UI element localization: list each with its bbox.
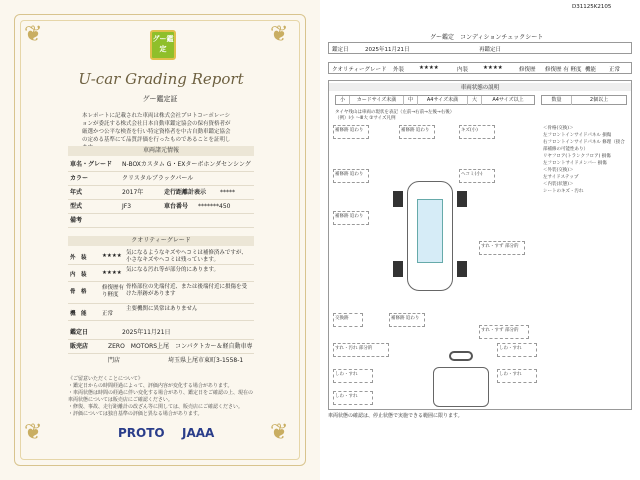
legend-note: タイヤ残山は車両の現状を表記（左前→右前→左後→右後） <box>335 110 455 115</box>
report-title: U-car Grading Report <box>78 70 244 88</box>
callout-1: 補修跡 追わり <box>333 125 369 139</box>
basic-info-header: 車両諸元情報 <box>68 146 254 156</box>
condition-check-sheet <box>320 0 640 480</box>
corner-ornament-top-left: ❦ <box>24 22 43 47</box>
quality-exterior: 外 装 ★★★★ 気になるようなキズやヘコミは補修済みですが、小さなキズやヘコミは残っています。 <box>68 248 254 265</box>
quality-grade-header: クオリティーグレード <box>68 236 254 246</box>
count-legend: 数量 2個以上 <box>541 95 627 105</box>
car-cabin <box>417 199 443 263</box>
row-remarks: 備考 <box>68 214 254 228</box>
state-title: 車両状態の説明 <box>329 83 631 91</box>
row-address: 埼玉県上尾市東町3-1558-1 <box>168 357 244 364</box>
callout-3: キズ(小) <box>459 125 495 139</box>
callout-7: すれ・すず 部分的 <box>479 241 525 255</box>
corner-ornament-bottom-right: ❦ <box>270 420 289 445</box>
row-model: 型式 JF3 車台番号 *******450 <box>68 200 254 214</box>
row-store: 販売店 ZERO MOTORS上尾 コンパクトカー＆軽自動車専門店 <box>68 340 254 354</box>
proto-logo: PROTO <box>118 426 165 440</box>
wheel-front-right-icon <box>457 191 467 207</box>
wheel-rear-right-icon <box>457 261 467 277</box>
callout-11: すれ・汚れ 部分的 <box>333 343 389 357</box>
corner-ornament-bottom-left: ❦ <box>24 420 43 445</box>
quality-interior: 内 装 ★★★★ 気になる汚れ等が部分的にあります。 <box>68 265 254 282</box>
badge-text: グー鑑定 <box>152 35 174 53</box>
jaaa-logo: JAAA <box>182 426 215 440</box>
size-legend: 小 カードサイズ未満 中 A4サイズ未満 大 A4サイズ以上 <box>335 95 535 105</box>
callout-2: 補修跡 追わり <box>399 125 435 139</box>
wheel-rear-left-icon <box>393 261 403 277</box>
row-car-name: 車名・グレード N-BOXカスタム G・EXターボホンダセンシング <box>68 158 254 172</box>
callout-13: しわ・すれ <box>497 343 537 357</box>
quality-frame: 骨 格 修復歴有り軽度 骨格部位の先端付近、または後端付近に損傷を受けた形跡があります <box>68 282 254 304</box>
callout-6: 補修跡 追わり <box>333 211 369 225</box>
callout-9: 交換跡 <box>333 313 363 327</box>
callout-15: しわ・すれ <box>333 391 373 405</box>
certificate-subtitle: グー鑑定証 <box>142 95 178 103</box>
callout-5: ヘコミ(小) <box>459 169 495 183</box>
certificate-intro: 本レポートに記載された車両は株式会社プロトコーポレーションが委託する株式会社日本自動車鑑定協会の保有資格者が厳選かつ公平な検査を行い特定資格者を中古自動車鑑定協会の定める基準にて品質評価を行ったものであることを証明し <box>82 113 231 143</box>
sheet-footer: 車両状態の確認は、停止状態で実施できる範囲に限ります。 <box>328 413 463 419</box>
corner-ornament-top-right: ❦ <box>270 22 289 47</box>
callout-4: 補修跡 追わり <box>333 169 369 183</box>
grade-row: クオリティーグレード 外装 ★★★★ 内装 ★★★★ 修復歴 修復歴 有 軽度 機能 正常 <box>328 62 632 74</box>
date-row: 鑑定日 2025年11月21日 再鑑定日 <box>328 42 632 54</box>
sheet-title: グー鑑定 コンディションチェックシート <box>430 34 544 41</box>
row-appraisal-date: 鑑定日 2025年11月21日 <box>68 326 254 340</box>
callout-14: しわ・すれ <box>497 369 537 383</box>
row-color: カラー クリスタルブラックパール <box>68 172 254 186</box>
sheet-id: D31125K2105 <box>572 4 612 10</box>
cert-notes: 《ご留意いただくことについて》 ・鑑定日からの時間経過によって、評価内容が変化する場合があります。 ・車両状態は時間の経過に伴い変化する場合があり、鑑定日をご確認の上、現在の車両状態については販売店にご確認ください。 ・修復、事故、走行距離計の改ざん等に関しては、販売店にご確認ください。 ・評価については独自基準の評価と異なる場合があります。 <box>68 376 254 417</box>
row-year: 年式 2017年 走行距離計表示 ***** <box>68 186 254 200</box>
state-section <box>328 80 632 410</box>
side-notes: ＜骨格(交換)＞ 左フロントインサイドパネル 損傷 右フロントインサイドパネル 修理（接合部補修の可能性あり） リヤフロア(トランクフロア) 損傷 左フロントサイドメンバー 損傷 ＜外装(交換)＞ 左サイドステップ ＜内装(状態)＞ シートのキズ・汚れ <box>543 126 625 194</box>
quality-function: 機 能 正常 主要機関に異常はありません <box>68 304 254 321</box>
legend-note-2: （例）Ⅰ小 ～Ⅲ大 ②サイズ凡例 <box>335 116 396 121</box>
steering-wheel-icon <box>449 351 473 361</box>
car-interior-view <box>433 367 489 407</box>
callout-8: 補修跡 追わり <box>389 313 425 327</box>
callout-10: すれ・すず 部分的 <box>479 325 529 339</box>
callout-12: しわ・すれ <box>333 369 373 383</box>
wheel-front-left-icon <box>393 191 403 207</box>
